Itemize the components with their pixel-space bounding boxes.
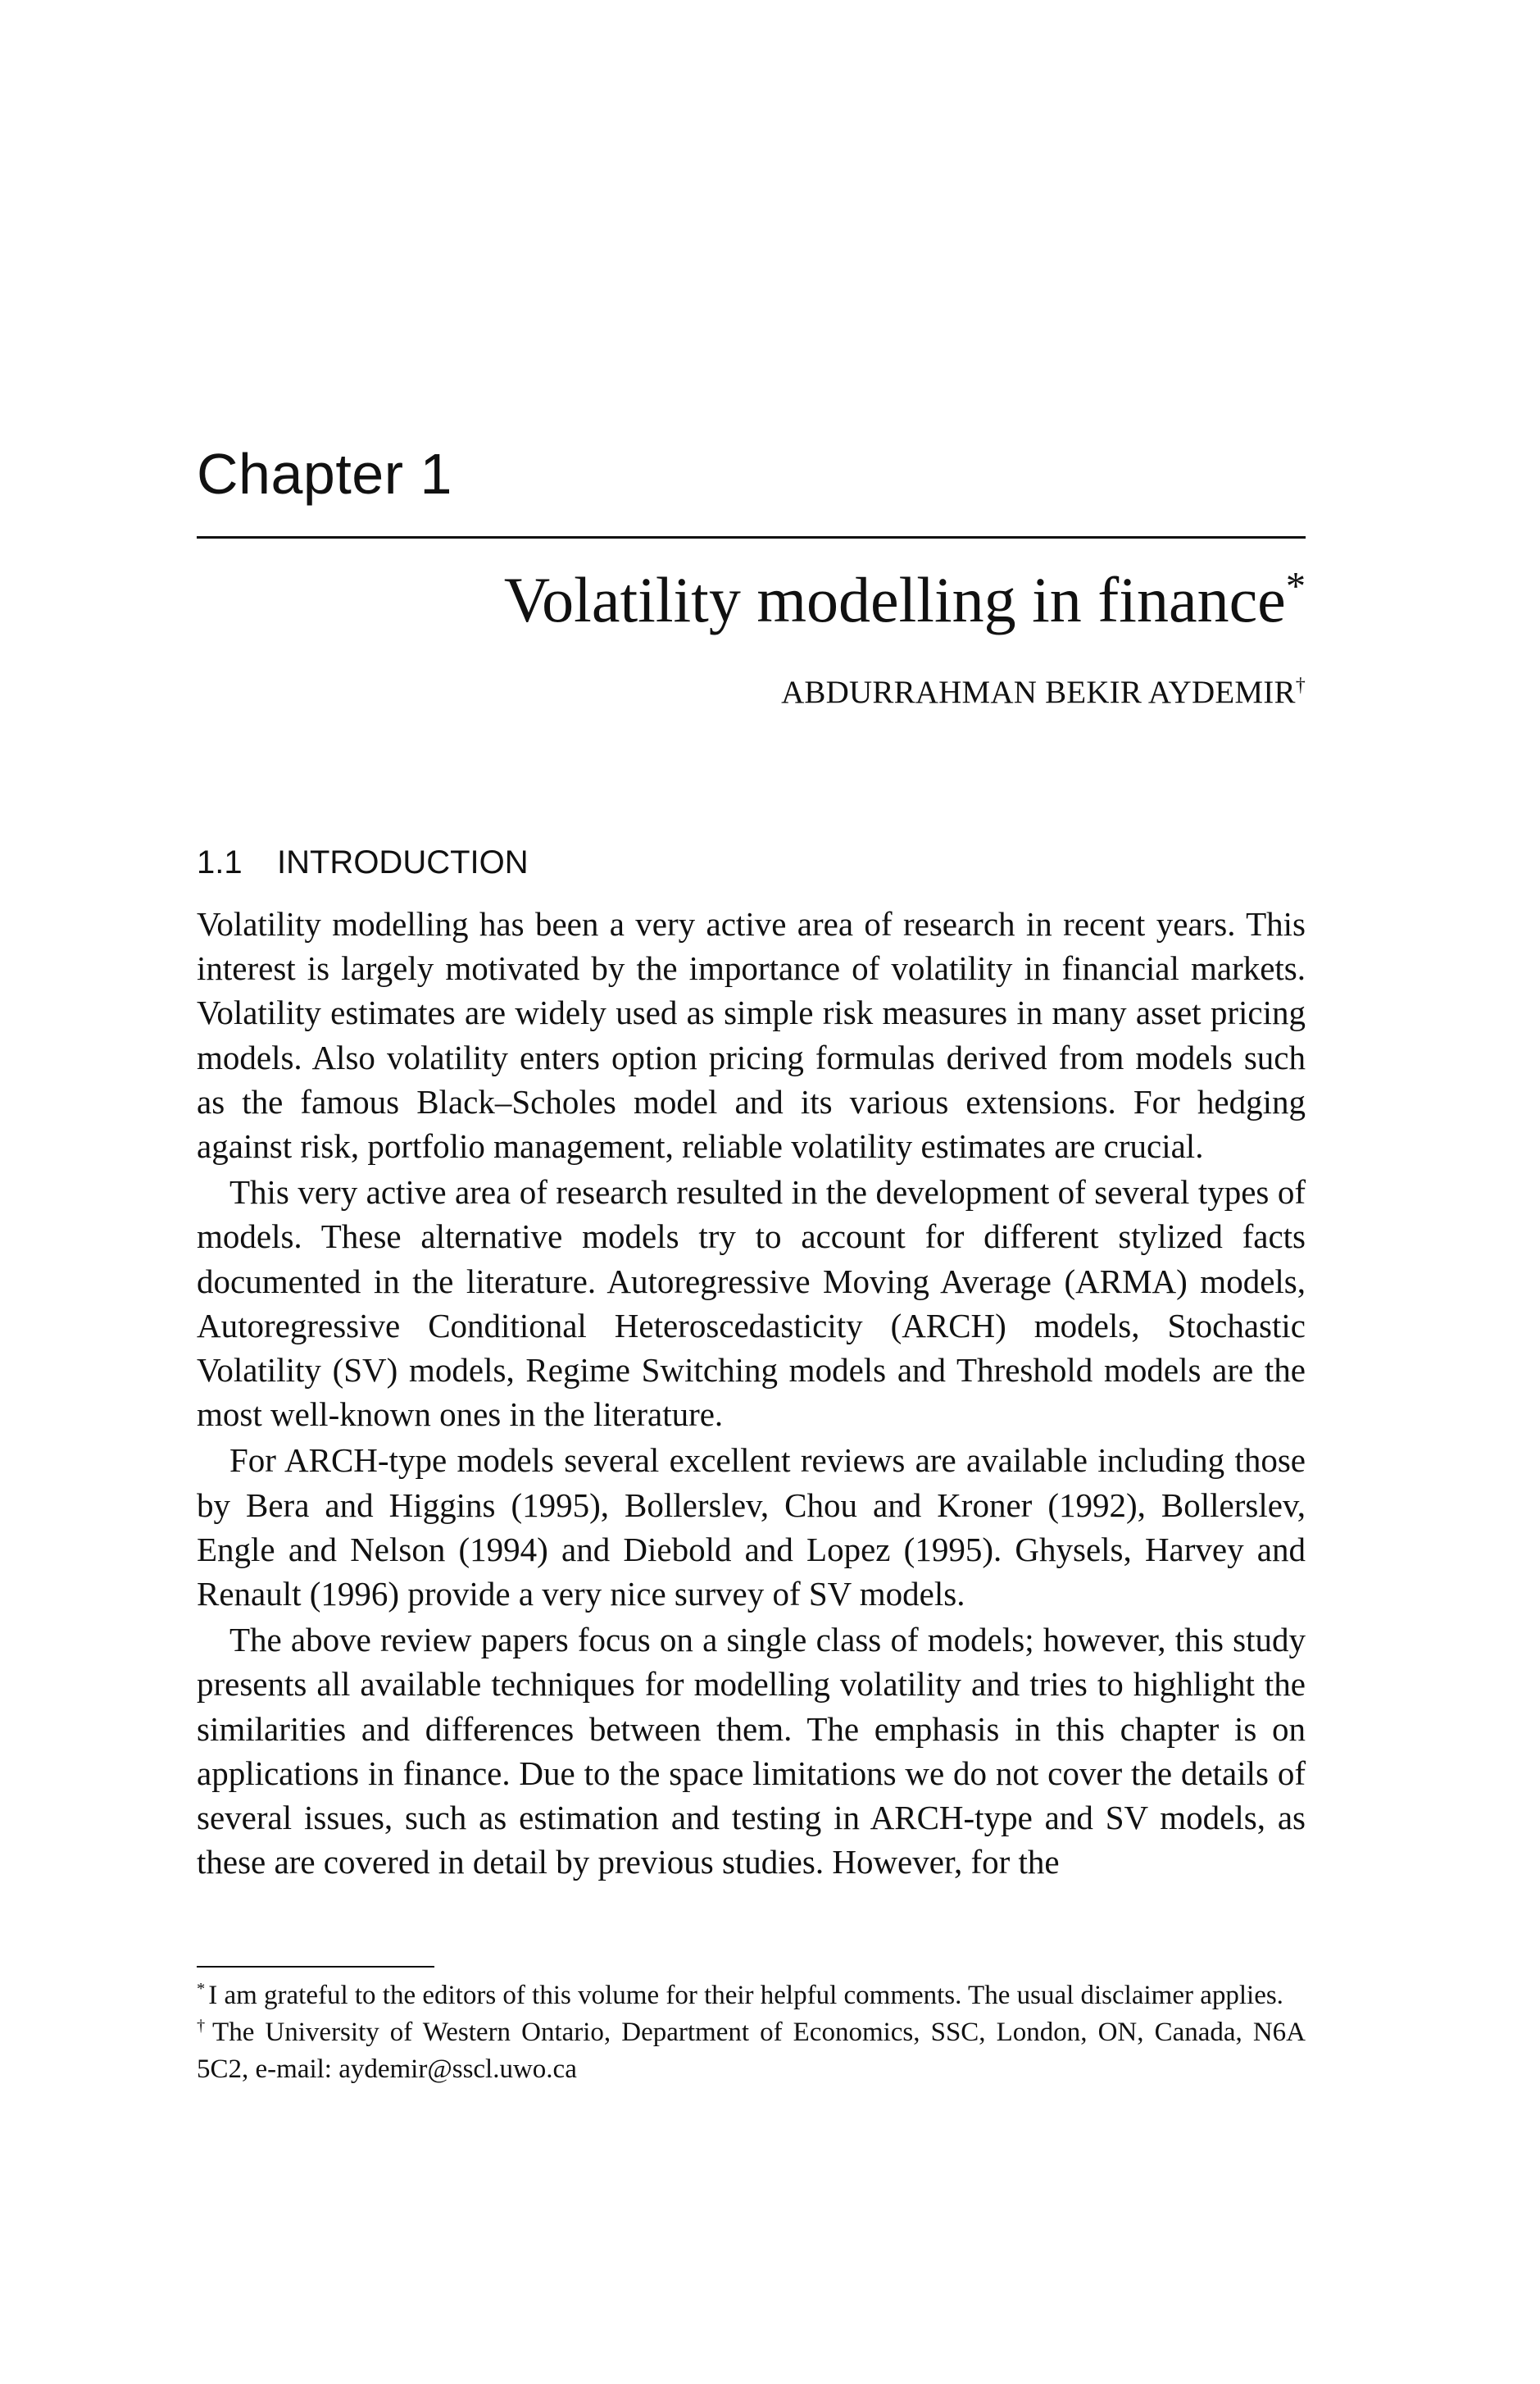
footnote-2-mark: † <box>197 2017 210 2035</box>
footnote-1-mark: * <box>197 1980 206 1998</box>
chapter-title-text: Volatility modelling in finance <box>503 564 1286 635</box>
footnote-2-text: The University of Western Ontario, Department of Economics, SSC, London, ON, Canada, N6A 5C2, e-mail: aydemir@sscl.uwo.ca <box>197 2018 1306 2084</box>
author-footnote-mark: † <box>1295 674 1306 696</box>
footnotes <box>197 1977 1306 2088</box>
paragraph-1: Volatility modelling has been a very active area of research in recent years. This interest is largely motivated by the importance of volatility in financial markets. Volatility estimates are widely used as simple risk measures in many asset pricing models. Also volatility enters option pricing formulas derived from models such as the famous Black–Scholes model and its various extensions. For hedging against risk, portfolio management, reliable volatility estimates are crucial. <box>197 905 1306 1166</box>
footnote-1 <box>197 1977 1306 2014</box>
section-title: INTRODUCTION <box>277 844 529 880</box>
paragraph-2: This very active area of research resulted in the development of several types of models. These alternative models try to account for different stylized facts documented in the literature. Autoregressive Moving Average (ARMA) models, Autoregressive Conditional Heteroscedasticity (ARCH) models, Stochastic Volatility (SV) models, Regime Switching models and Threshold models are the most well-known ones in the literature. <box>197 1173 1306 1434</box>
section-heading <box>197 841 529 884</box>
chapter-title-footnote-mark: * <box>1285 565 1306 608</box>
body-text <box>197 902 1306 1884</box>
footnote-1-text: I am grateful to the editors of this volume for their helpful comments. The usual disclaimer applies. <box>208 1981 1283 2010</box>
chapter-divider <box>197 536 1306 539</box>
footnote-2 <box>197 2014 1306 2088</box>
paragraph-3: For ARCH-type models several excellent reviews are available including those by Bera and Higgins (1995), Bollerslev, Chou and Kroner (1992), Bollerslev, Engle and Nelson (1994) and Diebold and Lopez (1995). Ghysels, Harvey and Renault (1996) provide a very nice survey of SV models. <box>197 1441 1306 1613</box>
chapter-label: Chapter 1 <box>197 442 452 506</box>
author-name <box>781 672 1306 713</box>
chapter-title <box>504 561 1306 639</box>
footnote-divider <box>197 1966 434 1968</box>
section-number: 1.1 <box>197 844 243 880</box>
paragraph-4: The above review papers focus on a single class of models; however, this study presents all available techniques for modelling volatility and tries to highlight the similarities and differences between them. The emphasis in this chapter is on applications in finance. Due to the space limitations we do not cover the details of several issues, such as estimation and testing in ARCH-type and SV models, as these are covered in detail by previous studies. However, for the <box>197 1621 1306 1881</box>
author-name-text: ABDURRAHMAN BEKIR AYDEMIR <box>781 675 1296 710</box>
